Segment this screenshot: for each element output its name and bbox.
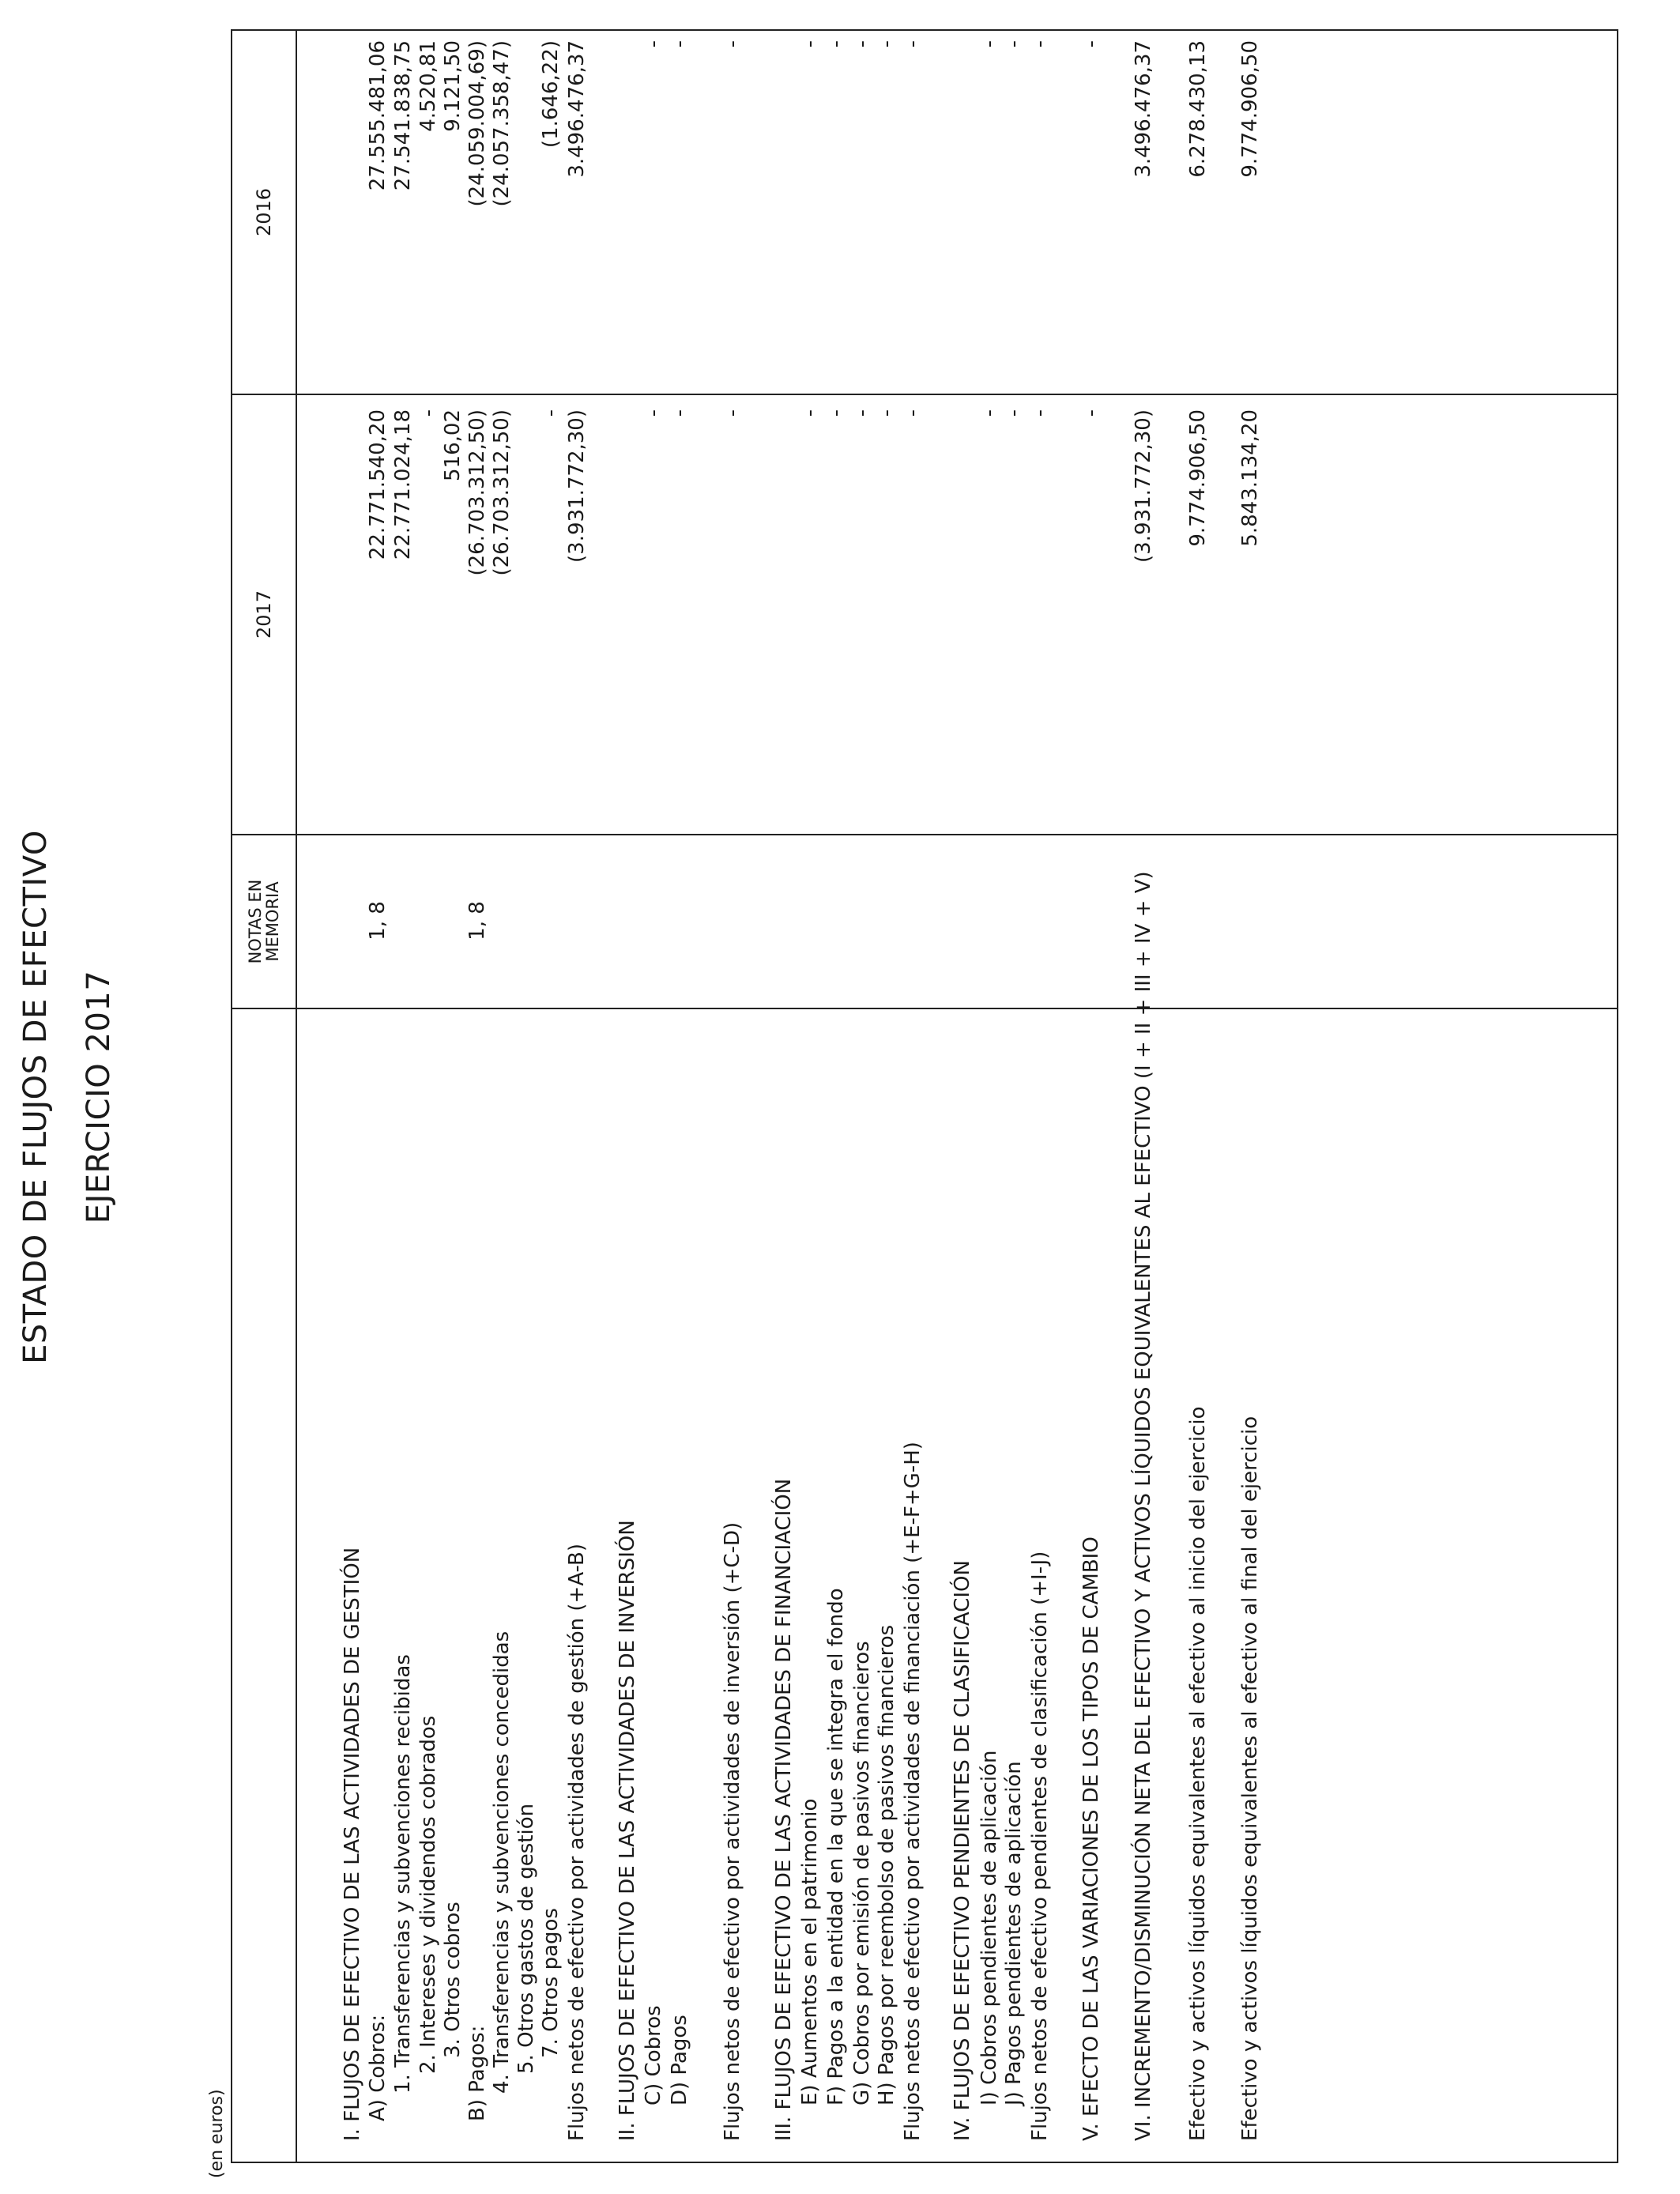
row-label: III. FLUJOS DE EFECTIVO DE LAS ACTIVIDADES DE FINANCIACIÓN	[772, 1478, 796, 2141]
row-value-2017: -	[1079, 409, 1103, 417]
row-value-2017: -	[642, 409, 665, 417]
row-label: 1. Transferencias y subvenciones recibidas	[391, 1654, 415, 2094]
row-label: D) Pagos	[668, 2015, 691, 2105]
row-label: Flujos netos de efectivo por actividades de inversión (+C-D)	[721, 1521, 744, 2141]
row-value-2016: -	[798, 40, 822, 48]
row-label: I) Cobros pendientes de aplicación	[977, 1750, 1001, 2105]
row-value-2016: -	[875, 40, 898, 48]
row-value-2016: 4.520,81	[416, 40, 440, 132]
row-value-2016: -	[642, 40, 665, 48]
row-value-2017: 9.774.906,50	[1186, 409, 1210, 547]
column-divider	[232, 1008, 1617, 1009]
row-value-2016: 9.121,50	[441, 40, 465, 132]
row-value-2017: 5.843.134,20	[1238, 409, 1262, 547]
row-label: Efectivo y activos líquidos equivalentes al efectivo al inicio del ejercicio	[1186, 1406, 1210, 2141]
row-value-2016: -	[721, 40, 744, 48]
row-label: 3. Otros cobros	[441, 1902, 465, 2058]
row-value-2017: -	[721, 409, 744, 417]
row-label: I. FLUJOS DE EFECTIVO DE LAS ACTIVIDADES DE GESTIÓN	[341, 1547, 364, 2141]
row-value-2017: (3.931.772,30)	[565, 409, 589, 563]
units-label: (en euros)	[207, 2089, 227, 2178]
row-value-2016: (24.057.358,47)	[490, 40, 514, 207]
row-value-2017: 22.771.540,20	[366, 409, 390, 560]
row-value-2016: 9.774.906,50	[1238, 40, 1262, 178]
row-value-2016: (24.059.004,69)	[465, 40, 489, 207]
row-value-2017: (26.703.312,50)	[465, 409, 489, 576]
row-label: 2. Intereses y dividendos cobrados	[416, 1715, 440, 2074]
row-value-2017: -	[977, 409, 1001, 417]
header-notes-line2: MEMORIA	[263, 881, 282, 962]
row-value-2017: -	[1002, 409, 1026, 417]
row-value-2016: -	[668, 40, 691, 48]
row-value-2016: 27.555.481,06	[366, 40, 390, 191]
row-value-2017: 22.771.024,18	[391, 409, 415, 560]
row-value-2016: (1.646,22)	[539, 40, 563, 149]
row-value-2016: -	[901, 40, 925, 48]
row-label: Flujos netos de efectivo por actividades de financiación (+E-F+G-H)	[901, 1442, 925, 2141]
row-value-2017: -	[824, 409, 848, 417]
row-value-2016: 27.541.838,75	[391, 40, 415, 191]
page-subtitle: EJERCICIO 2017	[81, 970, 117, 1224]
row-value-2017: -	[875, 409, 898, 417]
header-year-2017: 2017	[253, 590, 275, 639]
row-label: VI. INCREMENTO/DISMINUCIÓN NETA DEL EFECTIVO Y ACTIVOS LÍQUIDOS EQUIVALENTES AL EFECTIVO (I + II + III + IV + V)	[1132, 871, 1155, 2141]
row-label: B) Pagos:	[465, 2025, 489, 2121]
header-notes-line1: NOTAS EN	[246, 879, 265, 964]
row-label: 7. Otros pagos	[539, 1908, 563, 2058]
row-value-2017: -	[798, 409, 822, 417]
row-label: 4. Transferencias y subvenciones concedidas	[490, 1630, 514, 2094]
row-label: E) Aumentos en el patrimonio	[798, 1798, 822, 2105]
row-value-2016: -	[1028, 40, 1052, 48]
row-label: V. EFECTO DE LAS VARIACIONES DE LOS TIPOS DE CAMBIO	[1079, 1536, 1103, 2141]
row-label: F) Pagos a la entidad en la que se integra el fondo	[824, 1588, 848, 2105]
row-value-2017: -	[901, 409, 925, 417]
row-value-2016: -	[1002, 40, 1026, 48]
row-value-2016: 3.496.476,37	[1132, 40, 1155, 178]
row-label: Efectivo y activos líquidos equivalentes al efectivo al final del ejercicio	[1238, 1416, 1262, 2141]
row-value-2017: -	[416, 409, 440, 417]
row-value-2016: 6.278.430,13	[1186, 40, 1210, 178]
row-value-2017: (3.931.772,30)	[1132, 409, 1155, 563]
row-value-2017: -	[668, 409, 691, 417]
header-year-2016: 2016	[253, 187, 275, 237]
row-value-2017: 516,02	[441, 409, 465, 481]
row-value-2017: -	[1028, 409, 1052, 417]
row-value-2017: -	[850, 409, 874, 417]
row-note: 1, 8	[366, 901, 390, 941]
row-value-2016: -	[824, 40, 848, 48]
row-label: G) Cobros por emisión de pasivos financieros	[850, 1641, 874, 2105]
row-label: IV. FLUJOS DE EFECTIVO PENDIENTES DE CLASIFICACIÓN	[951, 1560, 974, 2141]
row-label: C) Cobros	[642, 2005, 665, 2105]
row-label: J) Pagos pendientes de aplicación	[1002, 1761, 1026, 2105]
row-label: Flujos netos de efectivo pendientes de clasificación (+I-J)	[1028, 1551, 1052, 2141]
row-label: Flujos netos de efectivo por actividades de gestión (+A-B)	[565, 1544, 589, 2141]
row-note: 1, 8	[465, 901, 489, 941]
column-divider	[232, 834, 1617, 835]
header-divider	[296, 31, 297, 2162]
page-title: ESTADO DE FLUJOS DE EFECTIVO	[17, 830, 54, 1364]
header-concept	[232, 1009, 296, 2162]
row-label: II. FLUJOS DE EFECTIVO DE LAS ACTIVIDADES DE INVERSIÓN	[616, 1520, 639, 2141]
row-value-2016: 3.496.476,37	[565, 40, 589, 178]
row-value-2016: -	[1079, 40, 1103, 48]
row-value-2016: -	[977, 40, 1001, 48]
row-value-2017: (26.703.312,50)	[490, 409, 514, 576]
row-value-2016: -	[850, 40, 874, 48]
row-label: 5. Otros gastos de gestión	[514, 1803, 538, 2074]
row-label: A) Cobros:	[366, 2014, 390, 2121]
row-label: H) Pagos por reembolso de pasivos financieros	[875, 1624, 898, 2105]
cash-flow-table	[231, 29, 1618, 2163]
row-value-2017: -	[539, 409, 563, 417]
header-notes	[232, 835, 296, 1008]
